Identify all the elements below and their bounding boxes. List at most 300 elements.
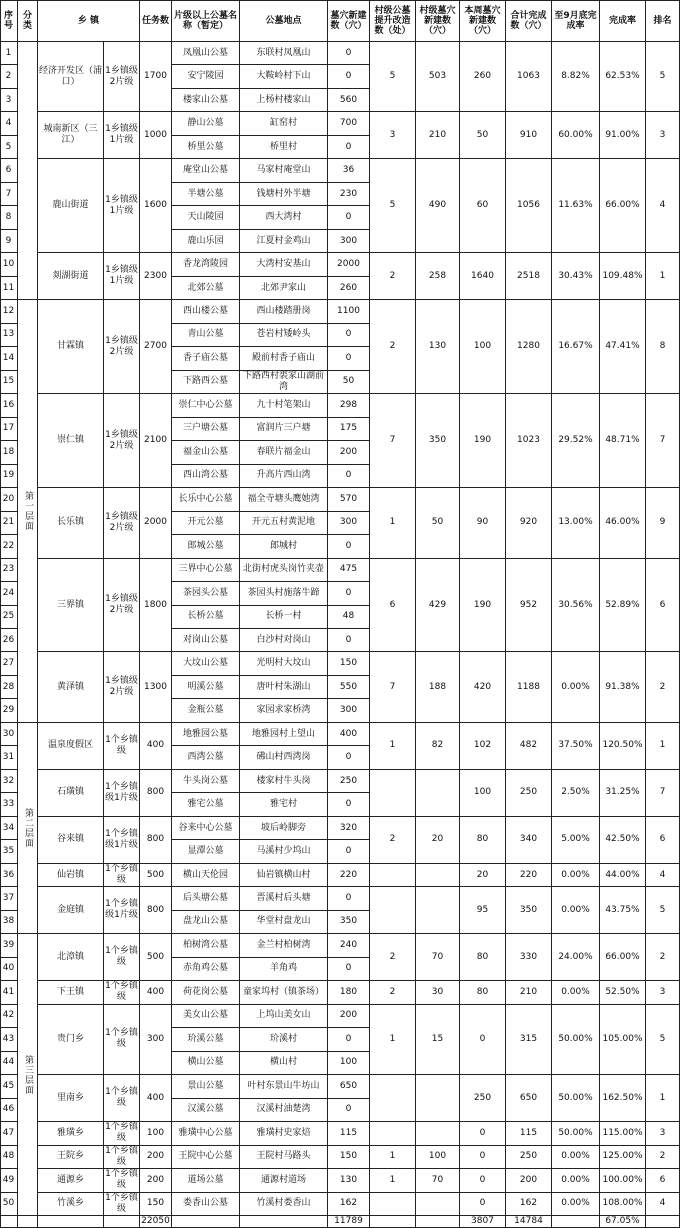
sept-rate: 0.00%: [552, 864, 600, 887]
village-new-count: 350: [416, 394, 460, 488]
cemetery-location: 唐叶村朱湖山: [240, 676, 328, 699]
town-type: 1个乡镇级: [104, 1193, 140, 1216]
week-new-count: 190: [460, 559, 506, 653]
completion-rate: 48.71%: [600, 394, 646, 488]
village-upgrade-count: 6: [370, 559, 416, 653]
rank: 4: [646, 159, 680, 253]
cemetery-location: 仙岩镇横山村: [240, 864, 328, 887]
cemetery-location: 长桥一村: [240, 606, 328, 629]
week-new-count: 0: [460, 1169, 506, 1192]
new-graves-count: 0: [328, 136, 370, 159]
sept-rate: 0.00%: [552, 652, 600, 722]
village-new-count: 50: [416, 488, 460, 558]
total-count: 210: [506, 981, 552, 1004]
cemetery-name: 开元公墓: [172, 512, 240, 535]
village-upgrade-header: 村级公墓提升改造数（处）: [370, 0, 416, 42]
town-type: 1乡镇级2片级: [104, 652, 140, 722]
cemetery-name: 美女山公墓: [172, 1005, 240, 1028]
village-new-count: 70: [416, 1169, 460, 1192]
new-graves-count: 700: [328, 112, 370, 135]
town-name: 贵门乡: [38, 1005, 104, 1075]
new-graves-count: 475: [328, 559, 370, 582]
village-upgrade-count: [370, 864, 416, 887]
sept-rate: 8.82%: [552, 42, 600, 112]
village-new-count: 82: [416, 723, 460, 770]
completion-rate: 52.50%: [600, 981, 646, 1004]
total-rate: 67.05%: [600, 1216, 646, 1228]
total-completed: 14784: [506, 1216, 552, 1228]
town-name: 竹溪乡: [38, 1193, 104, 1216]
village-new-count: [416, 770, 460, 817]
completion-rate: 91.38%: [600, 652, 646, 722]
sept-rate: 30.43%: [552, 253, 600, 300]
layer-1-label: 第一层面: [18, 300, 38, 723]
total-count: 920: [506, 488, 552, 558]
town-type: 1个乡镇级1片级: [104, 770, 140, 817]
task-count: 800: [140, 887, 172, 934]
cemetery-name: 楼家山公墓: [172, 89, 240, 112]
footer-blank: [38, 1216, 104, 1228]
row-number: 27: [0, 652, 18, 675]
row-number: 36: [0, 864, 18, 887]
village-new-count: 130: [416, 300, 460, 394]
rank: 1: [646, 253, 680, 300]
total-count: 340: [506, 817, 552, 864]
rank: 6: [646, 817, 680, 864]
total-header: 合计完成数（穴）: [506, 0, 552, 42]
total-new-graves: 11789: [328, 1216, 370, 1228]
cemetery-location: 九十村笔架山: [240, 394, 328, 417]
village-upgrade-count: [370, 887, 416, 934]
rank: 4: [646, 1193, 680, 1216]
completion-rate: 125.00%: [600, 1146, 646, 1169]
cemetery-name: 长桥公墓: [172, 606, 240, 629]
cemetery-location: 通源村道场: [240, 1169, 328, 1192]
new-graves-count: 130: [328, 1169, 370, 1192]
cemetery-location: 郎城村: [240, 535, 328, 558]
row-number: 35: [0, 840, 18, 863]
new-graves-count: 0: [328, 65, 370, 88]
village-upgrade-count: 2: [370, 934, 416, 981]
row-number: 44: [0, 1052, 18, 1075]
new-graves-count: 162: [328, 1193, 370, 1216]
week-new-header: 本周墓穴新建数（穴）: [460, 0, 506, 42]
cemetery-name: 后头塘公墓: [172, 887, 240, 910]
new-graves-count: 200: [328, 441, 370, 464]
town-type: 1个乡镇级: [104, 1146, 140, 1169]
rank: 6: [646, 1169, 680, 1192]
sept-rate: 0.00%: [552, 887, 600, 934]
total-count: 1056: [506, 159, 552, 253]
week-new-count: 0: [460, 1193, 506, 1216]
footer-blank: [104, 1216, 140, 1228]
new-graves-count: 250: [328, 770, 370, 793]
new-graves-count: 400: [328, 723, 370, 746]
town-type: 1个乡镇级: [104, 1169, 140, 1192]
week-new-count: 0: [460, 1005, 506, 1075]
sept-rate: 11.63%: [552, 159, 600, 253]
cemetery-name: 对岗山公墓: [172, 629, 240, 652]
cemetery-name: 赤角鸡公墓: [172, 958, 240, 981]
week-new-count: 100: [460, 770, 506, 817]
cemetery-location: 光明村大坟山: [240, 652, 328, 675]
cemetery-location: 上杨村楼家山: [240, 89, 328, 112]
town-name: 经济开发区（浦口）: [38, 42, 104, 112]
cemetery-name: 道场公墓: [172, 1169, 240, 1192]
village-upgrade-count: 1: [370, 1169, 416, 1192]
new-graves-count: 0: [328, 1028, 370, 1051]
new-graves-count: 50: [328, 371, 370, 394]
new-graves-count: 240: [328, 934, 370, 957]
row-number: 8: [0, 206, 18, 229]
task-count: 400: [140, 1075, 172, 1122]
task-count: 800: [140, 770, 172, 817]
cemetery-location: 北街村虎头岗竹夹壶: [240, 559, 328, 582]
village-upgrade-count: [370, 770, 416, 817]
cemetery-name: 青山公墓: [172, 324, 240, 347]
cemetery-name: 三户塘公墓: [172, 418, 240, 441]
new-graves-count: 0: [328, 746, 370, 769]
cemetery-location: 开元五村黄泥地: [240, 512, 328, 535]
total-count: 115: [506, 1122, 552, 1145]
cemetery-name: 鹿山乐园: [172, 230, 240, 253]
cemetery-location: 王院村马路头: [240, 1146, 328, 1169]
total-count: 2518: [506, 253, 552, 300]
village-new-count: 490: [416, 159, 460, 253]
town-header: 乡 镇: [38, 0, 140, 42]
cemetery-location: 殿前村香子庙山: [240, 347, 328, 370]
new-graves-count: 100: [328, 1052, 370, 1075]
row-number: 14: [0, 347, 18, 370]
week-new-count: 190: [460, 394, 506, 488]
town-name: 石璜镇: [38, 770, 104, 817]
cemetery-location: 上坞山美女山: [240, 1005, 328, 1028]
town-type: 1个乡镇级1片级: [104, 887, 140, 934]
row-number: 20: [0, 488, 18, 511]
location-header: 公墓地点: [240, 0, 328, 42]
new-graves-count: 0: [328, 840, 370, 863]
total-count: 315: [506, 1005, 552, 1075]
town-type: 1个乡镇级: [104, 1122, 140, 1145]
new-graves-count: 0: [328, 465, 370, 488]
town-type: 1个乡镇级: [104, 1075, 140, 1122]
sept-rate: 24.00%: [552, 934, 600, 981]
town-type: 1乡镇级2片级: [104, 300, 140, 394]
new-graves-count: 350: [328, 911, 370, 934]
cemetery-location: 桥里村: [240, 136, 328, 159]
rank: 5: [646, 42, 680, 112]
row-number: 33: [0, 793, 18, 816]
cemetery-location: 楼家村牛头岗: [240, 770, 328, 793]
row-number: 21: [0, 512, 18, 535]
row-number: 24: [0, 582, 18, 605]
new-graves-count: 175: [328, 418, 370, 441]
town-name: 甘霖镇: [38, 300, 104, 394]
new-graves-count: 1100: [328, 300, 370, 323]
rank: 1: [646, 1075, 680, 1122]
rank: 7: [646, 770, 680, 817]
row-number: 41: [0, 981, 18, 1004]
village-new-count: [416, 1122, 460, 1145]
rank: 6: [646, 559, 680, 653]
new-graves-count: 650: [328, 1075, 370, 1098]
cemetery-location: 玠溪村: [240, 1028, 328, 1051]
village-upgrade-count: 2: [370, 817, 416, 864]
row-number: 45: [0, 1075, 18, 1098]
new-graves-count: 300: [328, 230, 370, 253]
cemetery-name: 金瓶公墓: [172, 699, 240, 722]
cemetery-name: 长乐中心公墓: [172, 488, 240, 511]
village-new-count: 258: [416, 253, 460, 300]
sept-rate: 2.50%: [552, 770, 600, 817]
town-type: 1个乡镇级1片级: [104, 817, 140, 864]
cemetery-name: 明溪公墓: [172, 676, 240, 699]
completion-rate: 62.53%: [600, 42, 646, 112]
completion-rate: 120.50%: [600, 723, 646, 770]
village-new-count: [416, 887, 460, 934]
sept-rate: 0.00%: [552, 1146, 600, 1169]
new-graves-count: 0: [328, 958, 370, 981]
cemetery-location: 羊角鸡: [240, 958, 328, 981]
town-type: 1个乡镇级: [104, 864, 140, 887]
category-blank: [18, 42, 38, 300]
village-upgrade-count: 3: [370, 112, 416, 159]
town-name: 王院乡: [38, 1146, 104, 1169]
town-name: 仙岩镇: [38, 864, 104, 887]
cemetery-location: 雅宅村: [240, 793, 328, 816]
seq-header: 序号: [0, 0, 18, 42]
rank: 3: [646, 1122, 680, 1145]
row-number: 16: [0, 394, 18, 417]
sept-rate: 5.00%: [552, 817, 600, 864]
cemetery-name: 茶园头公墓: [172, 582, 240, 605]
row-number: 30: [0, 723, 18, 746]
row-number: 34: [0, 817, 18, 840]
new-graves-count: 150: [328, 652, 370, 675]
new-graves-count: 0: [328, 1099, 370, 1122]
new-graves-count: 0: [328, 535, 370, 558]
sept-rate: 50.00%: [552, 1005, 600, 1075]
task-count: 1800: [140, 559, 172, 653]
cemetery-name: 北郊公墓: [172, 277, 240, 300]
sept-rate: 16.67%: [552, 300, 600, 394]
village-upgrade-count: 5: [370, 42, 416, 112]
village-upgrade-count: 7: [370, 394, 416, 488]
task-count: 2000: [140, 488, 172, 558]
row-number: 4: [0, 112, 18, 135]
rank: 2: [646, 652, 680, 722]
layer-3-label: 第三层面: [18, 934, 38, 1216]
task-count: 300: [140, 1005, 172, 1075]
week-new-count: 90: [460, 488, 506, 558]
row-number: 32: [0, 770, 18, 793]
total-count: 250: [506, 1146, 552, 1169]
row-number: 43: [0, 1028, 18, 1051]
new-graves-count: 0: [328, 324, 370, 347]
sept-rate-header: 至9月底完成率: [552, 0, 600, 42]
cemetery-location: 缸窑村: [240, 112, 328, 135]
total-week-new: 3807: [460, 1216, 506, 1228]
town-name: 里南乡: [38, 1075, 104, 1122]
row-number: 12: [0, 300, 18, 323]
row-number: 40: [0, 958, 18, 981]
town-name: 三界镇: [38, 559, 104, 653]
new-graves-count: 230: [328, 183, 370, 206]
new-graves-count: 0: [328, 347, 370, 370]
cemetery-location: 家园求家桥湾: [240, 699, 328, 722]
cemetery-location: 雅璜村史家焙: [240, 1122, 328, 1145]
task-count: 200: [140, 1146, 172, 1169]
week-new-count: 20: [460, 864, 506, 887]
week-new-count: 420: [460, 652, 506, 722]
rank: 3: [646, 981, 680, 1004]
town-name: 谷来镇: [38, 817, 104, 864]
town-name: 金庭镇: [38, 887, 104, 934]
total-count: 250: [506, 770, 552, 817]
total-count: 220: [506, 864, 552, 887]
cemetery-name: 横山天伦园: [172, 864, 240, 887]
completion-rate: 43.75%: [600, 887, 646, 934]
new-graves-count: 320: [328, 817, 370, 840]
village-new-count: 15: [416, 1005, 460, 1075]
cemetery-location: 大湾村安基山: [240, 253, 328, 276]
town-name: 崇仁镇: [38, 394, 104, 488]
village-new-count: 188: [416, 652, 460, 722]
village-upgrade-count: 2: [370, 981, 416, 1004]
cemetery-location: 西山楼踏册岗: [240, 300, 328, 323]
village-new-count: 429: [416, 559, 460, 653]
town-type: 1乡镇级2片级: [104, 559, 140, 653]
total-task: 22050: [140, 1216, 172, 1228]
row-number: 13: [0, 324, 18, 347]
village-upgrade-count: 1: [370, 723, 416, 770]
cemetery-location: 地雅园村上望山: [240, 723, 328, 746]
rank: 1: [646, 723, 680, 770]
new-graves-count: 560: [328, 89, 370, 112]
cemetery-name: 香子庙公墓: [172, 347, 240, 370]
village-upgrade-count: 1: [370, 488, 416, 558]
cemetery-name: 福金山公墓: [172, 441, 240, 464]
footer-blank: [646, 1216, 680, 1228]
week-new-count: 80: [460, 817, 506, 864]
new-graves-count: 300: [328, 512, 370, 535]
village-upgrade-count: [370, 1193, 416, 1216]
cemetery-name: 娄香山公墓: [172, 1193, 240, 1216]
town-name: 鹿山街道: [38, 159, 104, 253]
row-number: 7: [0, 183, 18, 206]
town-type: 1个乡镇级: [104, 934, 140, 981]
sept-rate: 29.52%: [552, 394, 600, 488]
town-name: 剡湖街道: [38, 253, 104, 300]
total-count: 330: [506, 934, 552, 981]
new-graves-count: 200: [328, 1005, 370, 1028]
week-new-count: 1640: [460, 253, 506, 300]
row-number: 6: [0, 159, 18, 182]
new-graves-count: 48: [328, 606, 370, 629]
village-new-count: 20: [416, 817, 460, 864]
cemetery-location: 西大湾村: [240, 206, 328, 229]
cemetery-location: 坡后岭脚旁: [240, 817, 328, 840]
rank-header: 排名: [646, 0, 680, 42]
cemetery-name: 牛头岗公墓: [172, 770, 240, 793]
task-count: 2700: [140, 300, 172, 394]
village-upgrade-count: 5: [370, 159, 416, 253]
village-upgrade-count: 7: [370, 652, 416, 722]
completion-rate: 66.00%: [600, 934, 646, 981]
cemetery-location: 升高片西山湾: [240, 465, 328, 488]
task-count: 500: [140, 934, 172, 981]
cemetery-name: 荷花岗公墓: [172, 981, 240, 1004]
completion-rate: 42.50%: [600, 817, 646, 864]
row-number: 38: [0, 911, 18, 934]
sept-rate: 50.00%: [552, 1122, 600, 1145]
sept-rate: 50.00%: [552, 1075, 600, 1122]
row-number: 48: [0, 1146, 18, 1169]
rank: 7: [646, 394, 680, 488]
week-new-count: 80: [460, 981, 506, 1004]
town-name: 通源乡: [38, 1169, 104, 1192]
row-number: 23: [0, 559, 18, 582]
week-new-count: 60: [460, 159, 506, 253]
footer-blank: [0, 1216, 18, 1228]
new-graves-count: 0: [328, 887, 370, 910]
cemetery-location: 茶园头村施落牛蹄: [240, 582, 328, 605]
town-type: 1乡镇级1片级: [104, 159, 140, 253]
rank: 2: [646, 934, 680, 981]
row-number: 47: [0, 1122, 18, 1145]
row-number: 46: [0, 1099, 18, 1122]
village-upgrade-count: [370, 1122, 416, 1145]
completion-rate: 52.89%: [600, 559, 646, 653]
completion-rate: 108.00%: [600, 1193, 646, 1216]
cemetery-name: 雅宅公墓: [172, 793, 240, 816]
new-graves-count: 36: [328, 159, 370, 182]
completion-rate: 46.00%: [600, 488, 646, 558]
completion-rate: 109.48%: [600, 253, 646, 300]
village-new-count: 210: [416, 112, 460, 159]
sept-rate: 0.00%: [552, 1193, 600, 1216]
cemetery-location: 江夏村金鸡山: [240, 230, 328, 253]
village-upgrade-count: 1: [370, 1146, 416, 1169]
row-number: 17: [0, 418, 18, 441]
rank: 5: [646, 887, 680, 934]
town-name: 长乐镇: [38, 488, 104, 558]
cemetery-name: 雅璜中心公墓: [172, 1122, 240, 1145]
footer-blank: [370, 1216, 416, 1228]
task-count: 150: [140, 1193, 172, 1216]
layer-2-label: 第二层面: [18, 723, 38, 934]
cemetery-name: 崇仁中心公墓: [172, 394, 240, 417]
cemetery-location: 白沙村对岗山: [240, 629, 328, 652]
village-new-count: 70: [416, 934, 460, 981]
cemetery-name: 下路西公墓: [172, 371, 240, 394]
total-count: 650: [506, 1075, 552, 1122]
new-graves-header: 墓穴新建数（穴）: [328, 0, 370, 42]
cemetery-name: 安宁陵园: [172, 65, 240, 88]
rank: 5: [646, 1005, 680, 1075]
total-count: 162: [506, 1193, 552, 1216]
completion-rate: 115.00%: [600, 1122, 646, 1145]
week-new-count: 80: [460, 934, 506, 981]
cemetery-name: 西湾公墓: [172, 746, 240, 769]
week-new-count: 260: [460, 42, 506, 112]
cemetery-name: 景山公墓: [172, 1075, 240, 1098]
cemetery-name-header: 片级以上公墓名称（暂定）: [172, 0, 240, 42]
completion-rate: 44.00%: [600, 864, 646, 887]
cemetery-name: 汉溪公墓: [172, 1099, 240, 1122]
village-new-count: [416, 1075, 460, 1122]
rank: 2: [646, 1146, 680, 1169]
